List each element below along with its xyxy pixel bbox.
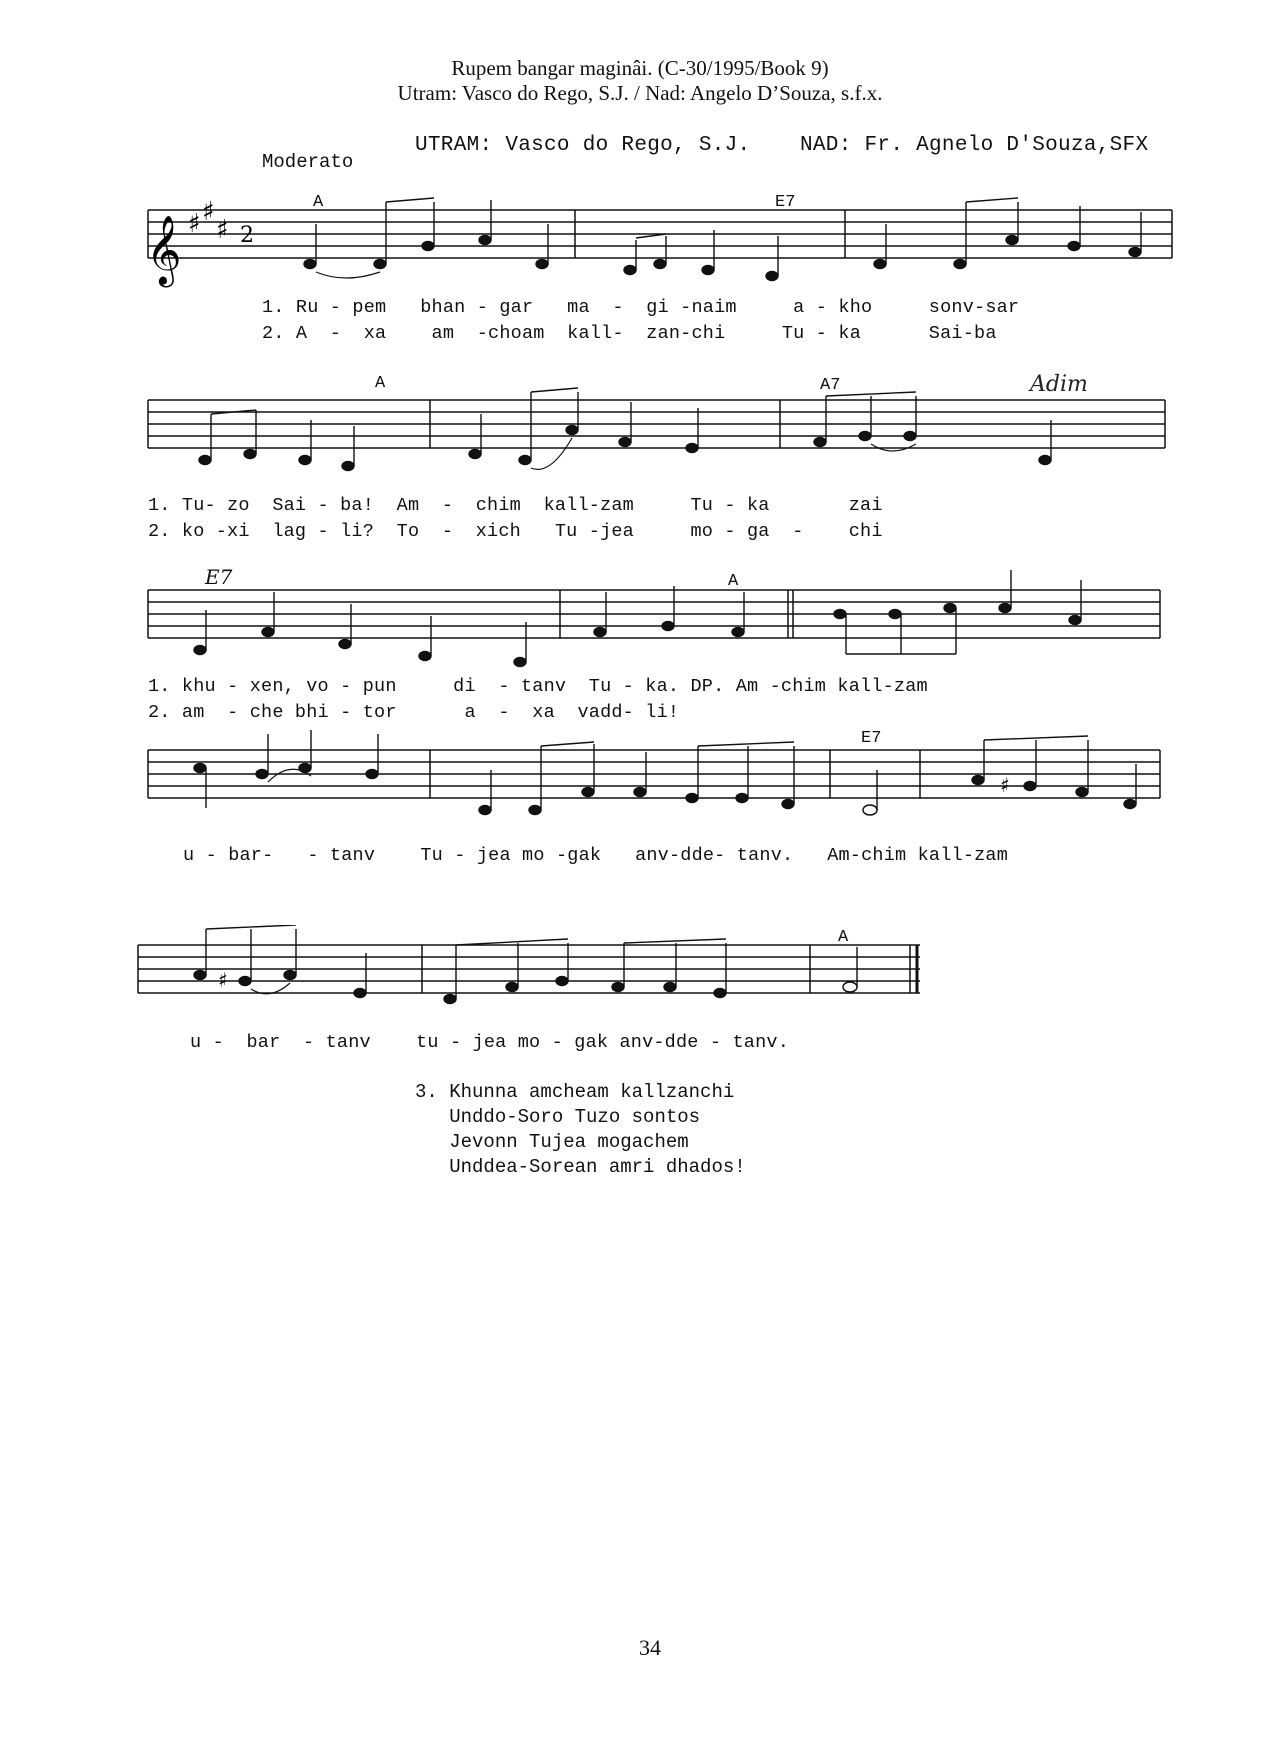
handwritten-chord-annotation: Adim [1030, 372, 1088, 397]
verse-3-line: Unddo-Soro Tuzo sontos [415, 1106, 701, 1128]
lyric-line-verse-1: 1. khu - xen, vo - pun di - tanv Tu - ka. DP. Am -chim kall-zam [148, 676, 928, 697]
lyric-line-verse-2: 2. A - xa am -choam kall- zan-chi Tu - ka Sai-ba [262, 323, 997, 344]
staff-3 [140, 570, 1180, 680]
credits-line: Utram: Vasco do Rego, S.J. / Nad: Angelo D’Souza, s.f.x. [397, 81, 883, 105]
lyric-line: u - bar - tanv tu - jea mo - gak anv-dde - tanv. [190, 1032, 789, 1053]
staff-1 [140, 180, 1180, 310]
chord-label: A [838, 928, 849, 947]
staff-4 [140, 730, 1180, 840]
staff-2 [140, 370, 1180, 490]
lyric-line-verse-2: 2. ko -xi lag - li? To - xich Tu -jea mo - ga - chi [148, 521, 883, 542]
document-header [300, 56, 980, 106]
svg-text:2: 2 [240, 223, 254, 248]
svg-text:♯: ♯ [188, 209, 201, 239]
staff-5 [130, 925, 930, 1035]
svg-text:♯: ♯ [1000, 773, 1010, 797]
svg-text:♯: ♯ [218, 968, 228, 992]
verse-3-text [415, 1080, 746, 1180]
chord-label: A7 [820, 376, 841, 395]
svg-text:♯: ♯ [202, 197, 215, 227]
lyric-line-verse-1: 1. Ru - pem bhan - gar ma - gi -naim a - kho sonv-sar [262, 297, 1020, 318]
svg-text:♯: ♯ [216, 215, 229, 245]
chord-label: E7 [205, 565, 233, 589]
chord-label: A [728, 572, 739, 591]
chord-label: A [375, 374, 386, 393]
verse-3-line: 3. Khunna amcheam kallzanchi [415, 1081, 735, 1103]
svg-text:𝄞: 𝄞 [146, 215, 182, 285]
song-title-line: Rupem bangar maginâi. (C-30/1995/Book 9) [451, 56, 829, 80]
tempo-marking: Moderato [262, 151, 354, 173]
chord-label: A [313, 193, 324, 212]
composer-credit: NAD: Fr. Agnelo D'Souza,SFX [800, 134, 1149, 157]
lyricist-credit: UTRAM: Vasco do Rego, S.J. [415, 134, 751, 157]
chord-label: E7 [775, 193, 796, 212]
verse-3-line: Unddea-Sorean amri dhados! [415, 1156, 746, 1178]
verse-3-line: Jevonn Tujea mogachem [415, 1131, 689, 1153]
page-number: 34 [639, 1635, 661, 1660]
chord-label: E7 [861, 729, 882, 748]
lyric-line: u - bar- - tanv Tu - jea mo -gak anv-dde- tanv. Am-chim kall-zam [183, 845, 1009, 866]
lyric-line-verse-1: 1. Tu- zo Sai - ba! Am - chim kall-zam Tu - ka zai [148, 495, 883, 516]
lyric-line-verse-2: 2. am - che bhi - tor a - xa vadd- li! [148, 702, 680, 723]
